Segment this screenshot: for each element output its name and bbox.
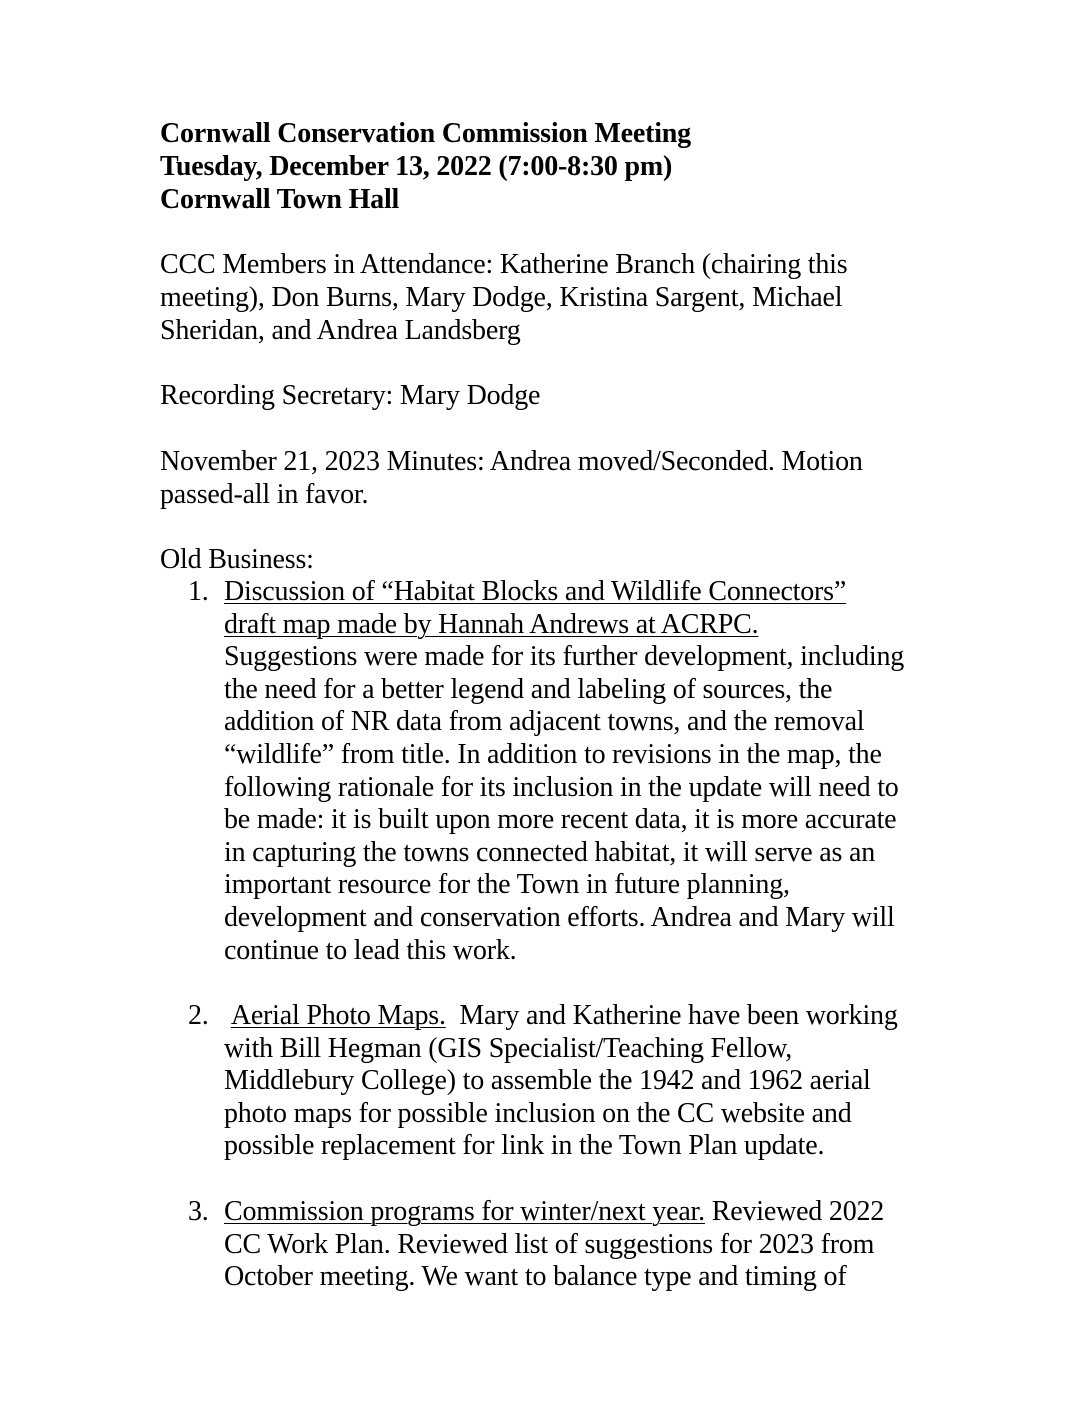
old-business-heading — [160, 543, 920, 576]
item-text-line: Suggestions were made for its further development, including — [224, 641, 905, 673]
item-body — [224, 1196, 944, 1294]
meeting-location: Cornwall Town Hall — [160, 184, 400, 215]
minutes-paragraph — [160, 445, 920, 511]
item-first-line-rest: Mary and Katherine have been working — [445, 1000, 898, 1031]
item-first-line — [224, 1196, 944, 1229]
attendance-line: meeting), Don Burns, Mary Dodge, Kristina Sargent, Michael — [160, 282, 843, 313]
minutes-line: passed-all in favor. — [160, 479, 369, 510]
meeting-header — [160, 117, 691, 216]
recording-secretary: Recording Secretary: Mary Dodge — [160, 380, 541, 411]
attendance-line: Sheridan, and Andrea Landsberg — [160, 315, 521, 346]
item-text-line: in capturing the towns connected habitat, it will serve as an — [224, 836, 876, 868]
item-first-line — [224, 1000, 944, 1033]
meeting-date: Tuesday, December 13, 2022 (7:00-8:30 pm) — [160, 151, 673, 182]
item-text-line: continue to lead this work. — [224, 934, 517, 966]
item-first-line-rest: Reviewed 2022 — [704, 1196, 885, 1227]
item-number: 1. — [188, 576, 209, 607]
meeting-title: Cornwall Conservation Commission Meeting — [160, 118, 691, 149]
item-text-line: development and conservation efforts. Andrea and Mary will — [224, 901, 895, 933]
item-title-line: draft map made by Hannah Andrews at ACRPC. — [224, 608, 759, 640]
item-text-line: CC Work Plan. Reviewed list of suggestions for 2023 from — [224, 1228, 875, 1260]
item-number: 3. — [188, 1196, 209, 1227]
item-title: Aerial Photo Maps. — [230, 1000, 446, 1031]
attendance-paragraph — [160, 248, 920, 347]
item-text-line: possible replacement for link in the Town Plan update. — [224, 1130, 825, 1162]
item-text-line: with Bill Hegman (GIS Specialist/Teaching Fellow, — [224, 1032, 793, 1064]
item-text-line: following rationale for its inclusion in the update will need to — [224, 771, 899, 803]
item-body — [224, 576, 944, 967]
item-text-line: Middlebury College) to assemble the 1942 and 1962 aerial — [224, 1065, 871, 1097]
item-text-line: be made: it is built upon more recent data, it is more accurate — [224, 804, 897, 836]
item-text-line: photo maps for possible inclusion on the CC website and — [224, 1097, 852, 1129]
item-title-line: Discussion of “Habitat Blocks and Wildlife Connectors” — [224, 576, 847, 607]
item-number: 2. — [188, 1000, 209, 1031]
secretary-paragraph — [160, 379, 920, 412]
minutes-line: November 21, 2023 Minutes: Andrea moved/Seconded. Motion — [160, 446, 863, 477]
old-business-heading-text: Old Business: — [160, 544, 314, 575]
item-text-line: the need for a better legend and labeling of sources, the — [224, 673, 833, 705]
item-body — [224, 1000, 944, 1163]
item-text-line: “wildlife” from title. In addition to revisions in the map, the — [224, 738, 882, 770]
item-text-line: addition of NR data from adjacent towns, and the removal — [224, 706, 865, 738]
item-title: Commission programs for winter/next year. — [224, 1196, 705, 1227]
item-text-line: important resource for the Town in future planning, — [224, 869, 790, 901]
item-text-line: October meeting. We want to balance type and timing of — [224, 1261, 847, 1293]
attendance-line: CCC Members in Attendance: Katherine Branch (chairing this — [160, 249, 848, 280]
